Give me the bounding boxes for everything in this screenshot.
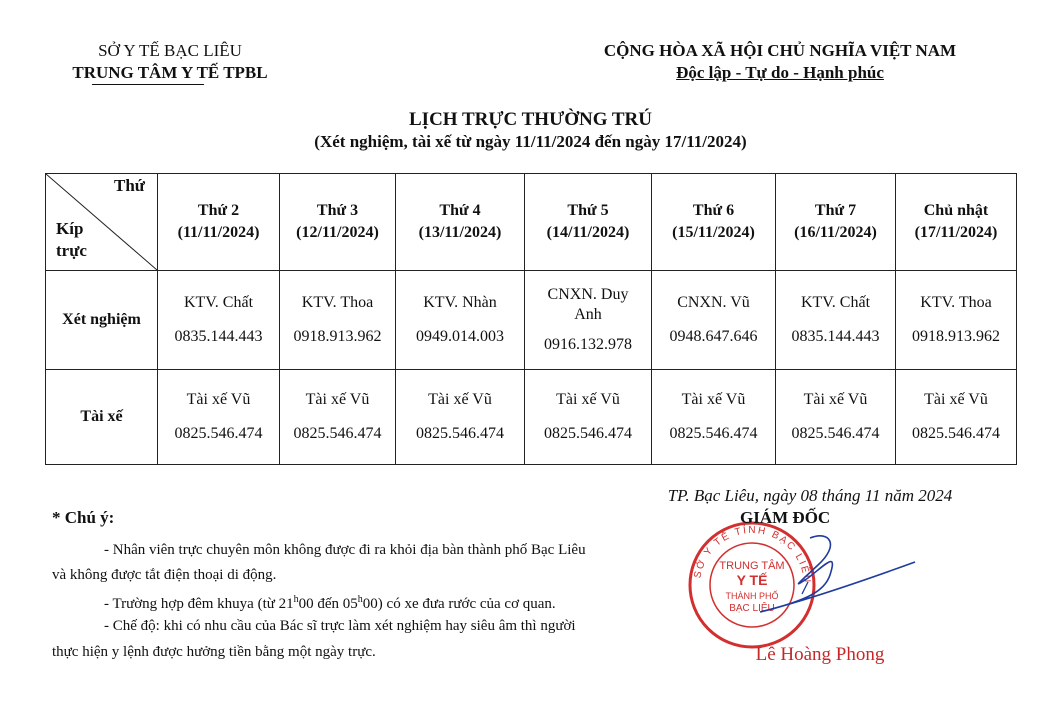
duty-cell xyxy=(525,271,652,370)
day-header xyxy=(652,174,776,271)
day-header xyxy=(525,174,652,271)
staff-phone: 0949.014.003 xyxy=(416,328,504,345)
note-superscript: h xyxy=(293,594,299,605)
day-name: Chủ nhật xyxy=(923,202,989,219)
staff-phone: 0918.913.962 xyxy=(912,328,1000,345)
day-date: (12/11/2024) xyxy=(296,224,379,241)
day-date: (11/11/2024) xyxy=(177,224,260,241)
day-header xyxy=(896,174,1017,271)
day-name: Thứ 4 xyxy=(439,202,481,219)
duty-cell xyxy=(896,370,1017,465)
day-name: Thứ 2 xyxy=(197,202,240,219)
day-name: Thứ 7 xyxy=(814,202,857,219)
duty-cell xyxy=(280,271,396,370)
staff-name: KTV. Chất xyxy=(800,294,871,311)
duty-cell xyxy=(896,271,1017,370)
staff-name: Tài xế Vũ xyxy=(428,391,492,408)
staff-name: KTV. Thoa xyxy=(301,294,374,311)
staff-phone: 0825.546.474 xyxy=(416,425,504,442)
staff-name: Tài xế Vũ xyxy=(556,391,620,408)
corner-cell xyxy=(46,174,158,271)
duty-cell xyxy=(776,370,896,465)
staff-name: KTV. Thoa xyxy=(920,294,992,311)
day-header xyxy=(158,174,280,271)
day-header xyxy=(776,174,896,271)
signer-name: Lê Hoàng Phong xyxy=(755,644,885,665)
issuer-center: TRUNG TÂM Y TẾ TPBL xyxy=(72,63,268,82)
staff-phone: 0825.546.474 xyxy=(791,425,880,442)
day-date: (17/11/2024) xyxy=(914,224,998,241)
note-text: 00 đến 05 xyxy=(298,596,358,612)
duty-cell xyxy=(396,271,525,370)
stamp-ring-text: SỞ Y TẾ TỈNH BẠC LIÊU xyxy=(692,524,813,585)
corner-shift-word1: Kíp xyxy=(56,219,84,238)
staff-phone: 0825.546.474 xyxy=(293,425,382,442)
staff-name: CNXN. Vũ xyxy=(677,294,750,311)
note-line: thực hiện y lệnh được hưởng tiền bằng một ngày trực. xyxy=(52,644,376,660)
day-date: (15/11/2024) xyxy=(672,224,755,241)
staff-phone: 0825.546.474 xyxy=(174,425,263,442)
staff-phone: 0825.546.474 xyxy=(669,425,758,442)
signer-position: GIÁM ĐỐC xyxy=(740,508,831,527)
duty-cell xyxy=(158,271,280,370)
duty-cell xyxy=(280,370,396,465)
day-name: Thứ 5 xyxy=(567,202,609,219)
duty-schedule-table xyxy=(45,173,1017,465)
note-line: - Chế độ: khi có nhu cầu của Bác sĩ trực làm xét nghiệm hay siêu âm thì người xyxy=(104,618,576,634)
row-label: Xét nghiệm xyxy=(46,271,158,370)
staff-phone: 0918.913.962 xyxy=(293,328,382,345)
corner-day-label: Thứ xyxy=(114,176,145,195)
corner-shift-label xyxy=(56,218,87,262)
table-row-lab xyxy=(46,271,1017,370)
note-line: và không được tắt điện thoại di động. xyxy=(52,567,277,583)
staff-name: Tài xế Vũ xyxy=(186,391,251,408)
day-date: (14/11/2024) xyxy=(546,224,630,241)
day-date: (13/11/2024) xyxy=(418,224,502,241)
stamp-line: Y TẾ xyxy=(736,572,768,588)
row-label: Tài xế xyxy=(46,370,158,465)
staff-phone: 0948.647.646 xyxy=(669,328,758,345)
day-date: (16/11/2024) xyxy=(794,224,877,241)
issuer-underline xyxy=(92,84,204,85)
country-name: CỘNG HÒA XÃ HỘI CHỦ NGHĨA VIỆT NAM xyxy=(603,41,957,60)
duty-cell xyxy=(158,370,280,465)
duty-cell xyxy=(525,370,652,465)
table-header-row xyxy=(46,174,1017,271)
note-text: - Trường hợp đêm khuya (từ 21 xyxy=(104,596,294,612)
stamp-line: BẠC LIÊU xyxy=(729,603,775,614)
note-superscript: h xyxy=(357,594,363,605)
issuer-block xyxy=(40,40,300,84)
national-motto: Độc lập - Tự do - Hạnh phúc xyxy=(676,63,884,82)
day-header xyxy=(280,174,396,271)
staff-name: Tài xế Vũ xyxy=(924,391,988,408)
national-header xyxy=(570,40,990,84)
staff-name: CNXN. Duy Anh xyxy=(547,286,629,323)
note-line xyxy=(104,588,556,616)
staff-name: KTV. Chất xyxy=(183,294,254,311)
day-name: Thứ 6 xyxy=(692,202,735,219)
staff-name: KTV. Nhàn xyxy=(423,294,497,311)
duty-cell xyxy=(652,271,776,370)
issuer-department: SỞ Y TẾ BẠC LIÊU xyxy=(98,41,242,60)
staff-phone: 0916.132.978 xyxy=(544,336,632,353)
document-subtitle: (Xét nghiệm, tài xế từ ngày 11/11/2024 đến ngày 17/11/2024) xyxy=(314,132,747,151)
staff-phone: 0825.546.474 xyxy=(912,425,1000,442)
staff-phone: 0835.144.443 xyxy=(791,328,880,345)
day-name: Thứ 3 xyxy=(316,202,359,219)
staff-phone: 0825.546.474 xyxy=(544,425,632,442)
corner-shift-word2: trực xyxy=(56,241,87,260)
note-text: 00) có xe đưa rước của cơ quan. xyxy=(362,596,556,612)
stamp-line: THÀNH PHỐ xyxy=(725,591,779,601)
handwritten-signature xyxy=(690,520,930,630)
notes-heading: * Chú ý: xyxy=(52,508,115,527)
duty-cell xyxy=(652,370,776,465)
day-header xyxy=(396,174,525,271)
staff-name: Tài xế Vũ xyxy=(305,391,370,408)
staff-name: Tài xế Vũ xyxy=(803,391,868,408)
duty-cell xyxy=(776,271,896,370)
place-date: TP. Bạc Liêu, ngày 08 tháng 11 năm 2024 xyxy=(667,486,953,505)
staff-phone: 0835.144.443 xyxy=(174,328,263,345)
table-row-driver xyxy=(46,370,1017,465)
document-title: LỊCH TRỰC THƯỜNG TRÚ xyxy=(409,109,652,130)
duty-cell xyxy=(396,370,525,465)
note-line: - Nhân viên trực chuyên môn không được đi ra khỏi địa bàn thành phố Bạc Liêu xyxy=(104,542,586,558)
staff-name: Tài xế Vũ xyxy=(681,391,746,408)
stamp-line: TRUNG TÂM xyxy=(719,560,785,572)
